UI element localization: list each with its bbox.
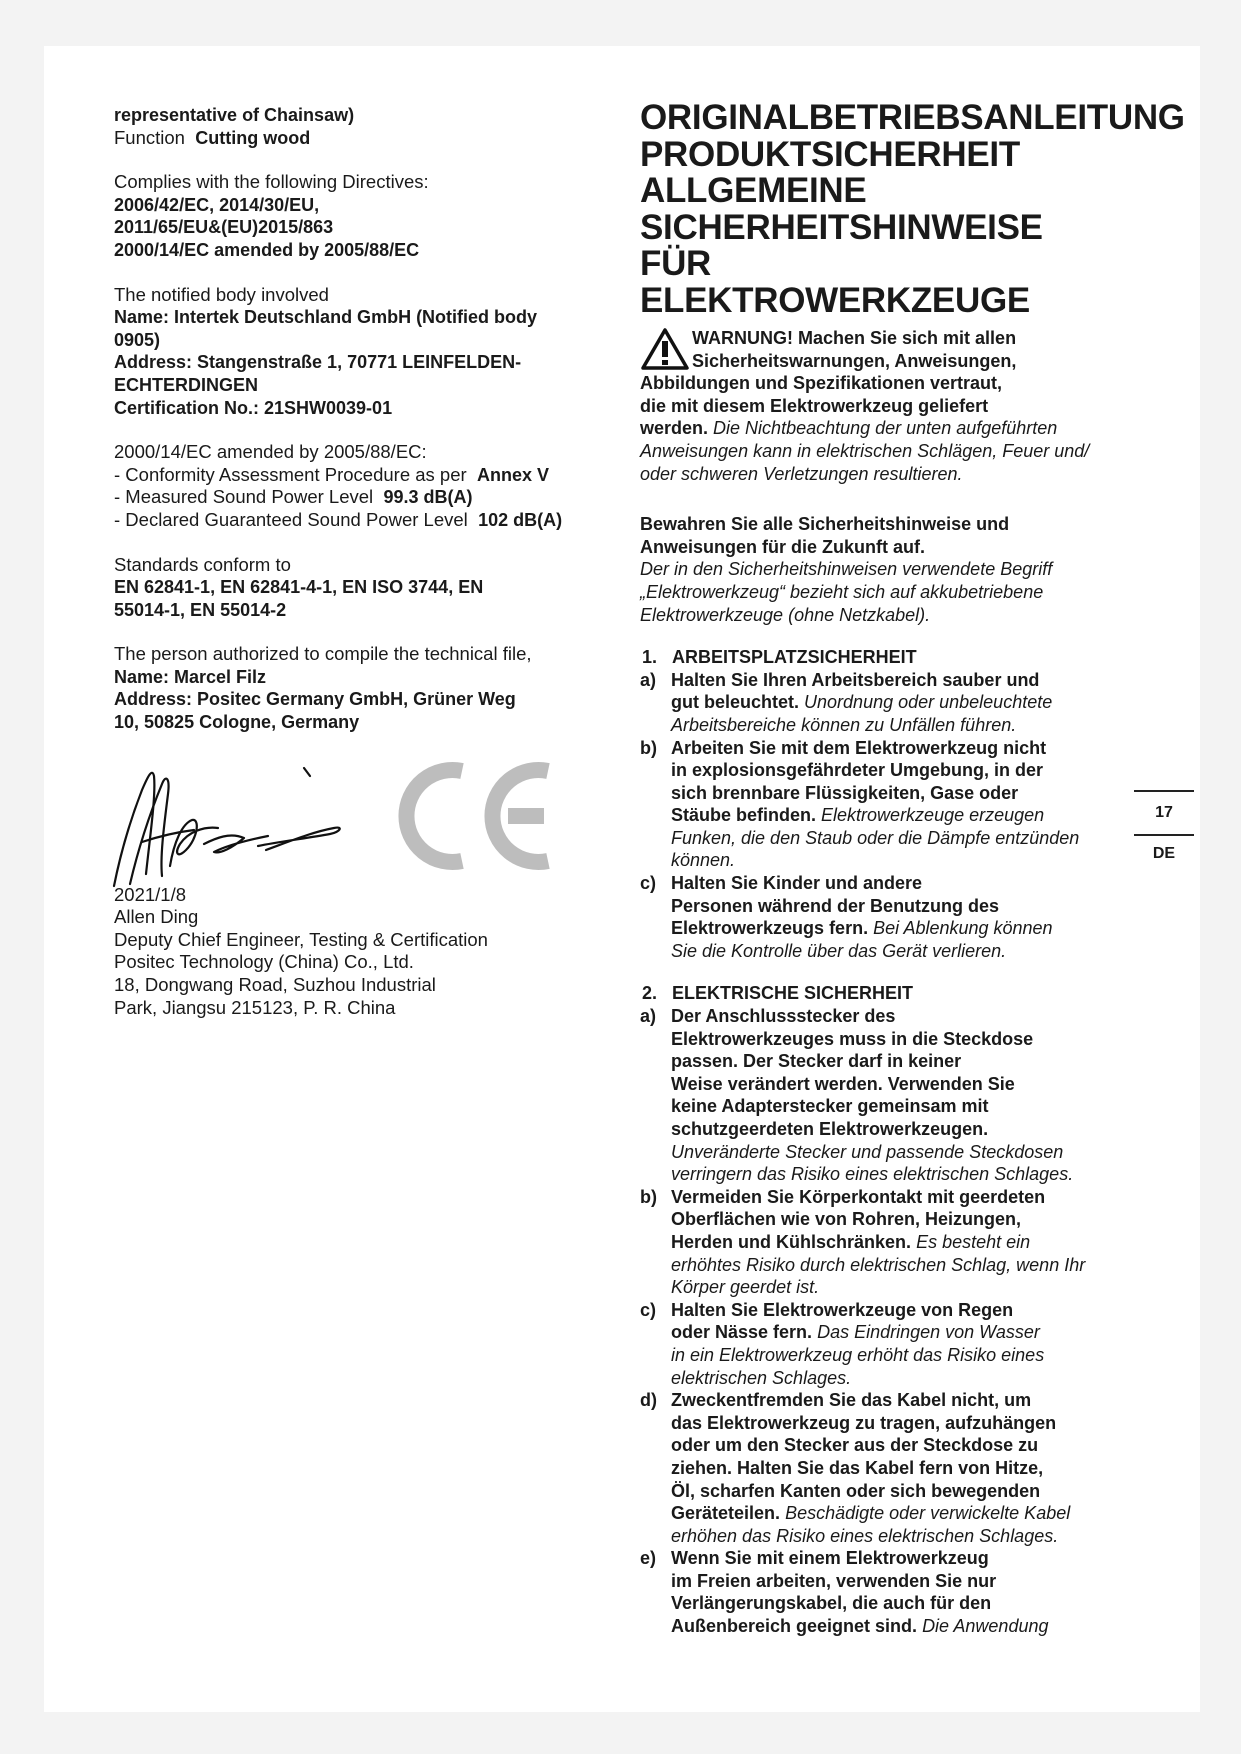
item-label: c) <box>640 873 657 894</box>
notified-body-block <box>114 284 614 420</box>
item-label: a) <box>640 669 657 690</box>
item-italic-tail: Das Eindringen von Wasser <box>817 1322 1040 1343</box>
item-bold-line: schutzgeerdeten Elektrowerkzeugen. <box>671 1119 989 1139</box>
technical-file-line: Address: Positec Germany GmbH, Grüner Weg <box>114 689 516 710</box>
noise-row-label: - Declared Guaranteed Sound Power Level <box>114 508 468 530</box>
standards-block <box>114 554 614 622</box>
item-italic-line: verringern das Risiko eines elektrischen Schlages. <box>671 1164 1074 1185</box>
function-value: Cutting wood <box>195 127 311 148</box>
item-bold-line: Stäube befinden. <box>671 805 817 826</box>
notified-line: Certification No.: 21SHW0039-01 <box>114 397 393 418</box>
noise-heading: 2000/14/EC amended by 2005/88/EC: <box>114 441 427 463</box>
item-italic-tail: Es besteht ein <box>916 1231 1031 1252</box>
item-label: c) <box>640 1299 657 1320</box>
signer-title: Deputy Chief Engineer, Testing & Certification <box>114 928 488 950</box>
section-workplace-safety <box>640 646 1130 962</box>
notified-line: Address: Stangenstraße 1, 70771 LEINFELDEN- <box>114 352 522 373</box>
item-bold-line: Zweckentfremden Sie das Kabel nicht, um <box>671 1390 1032 1411</box>
notified-line: Name: Intertek Deutschland GmbH (Notified body <box>114 307 538 328</box>
list-item <box>640 872 1130 962</box>
item-bold-line: Arbeiten Sie mit dem Elektrowerkzeug nicht <box>671 737 1047 758</box>
directives-block <box>114 171 614 261</box>
item-bold-line: Außenbereich geeignet sind. <box>671 1616 918 1637</box>
notified-line: 0905) <box>114 329 161 350</box>
item-italic-line: Körper geerdet ist. <box>671 1277 820 1298</box>
list-item <box>640 669 1130 737</box>
item-bold-line: Halten Sie Elektrowerkzeuge von Regen <box>671 1299 1014 1320</box>
item-bold-line: in explosionsgefährdeter Umgebung, in der <box>671 760 1044 781</box>
signer-address: Park, Jiangsu 215123, P. R. China <box>114 996 396 1018</box>
noise-row-value: 99.3 dB(A) <box>383 487 473 508</box>
item-italic-line: können. <box>671 850 736 871</box>
intro-block <box>114 104 614 149</box>
item-bold-line: Personen während der Benutzung des <box>671 895 1000 916</box>
item-bold-line: Der Anschlussstecker des <box>671 1006 896 1027</box>
item-bold-line: Halten Sie Ihren Arbeitsbereich sauber und <box>671 669 1040 690</box>
section-heading <box>640 982 1130 1005</box>
declaration-column <box>114 104 614 1041</box>
item-bold-line: Weise verändert werden. Verwenden Sie <box>671 1073 1015 1094</box>
item-bold-line: Oberflächen wie von Rohren, Heizungen, <box>671 1209 1022 1230</box>
noise-row-value: Annex V <box>476 464 549 485</box>
page-marker <box>1134 790 1194 863</box>
warning-line: werden. <box>640 418 709 439</box>
item-bold-line: ziehen. Halten Sie das Kabel fern von Hitze, <box>671 1457 1044 1478</box>
section-heading <box>640 646 1130 669</box>
page-number: 17 <box>1155 804 1173 821</box>
item-italic-tail: Unordnung oder unbeleuchtete <box>804 692 1053 713</box>
technical-file-heading: The person authorized to compile the technical file, <box>114 643 532 665</box>
item-bold-line: Verlängerungskabel, die auch für den <box>671 1593 992 1614</box>
item-bold-line: sich brennbare Flüssigkeiten, Gase oder <box>671 782 1019 803</box>
item-italic-line: erhöhtes Risiko durch elektrischen Schlag, wenn Ihr <box>671 1254 1086 1275</box>
standards-line: EN 62841-1, EN 62841-4-1, EN ISO 3744, EN <box>114 577 484 598</box>
section-title: ARBEITSPLATZSICHERHEIT <box>672 647 917 668</box>
signature-date: 2021/1/8 <box>114 883 187 905</box>
item-bold-line: oder um den Stecker aus der Steckdose zu <box>671 1435 1039 1456</box>
item-bold-line: oder Nässe fern. <box>671 1322 813 1343</box>
item-label: e) <box>640 1548 657 1569</box>
item-italic-tail: Die Anwendung <box>922 1616 1049 1637</box>
item-italic-tail: Beschädigte oder verwickelte Kabel <box>785 1503 1071 1524</box>
warning-italic: Anweisungen kann in elektrischen Schlägen, Feuer und/ <box>640 440 1090 461</box>
technical-file-block <box>114 643 614 733</box>
title-line: PRODUKTSICHERHEIT <box>640 134 1020 174</box>
notified-heading: The notified body involved <box>114 283 329 305</box>
directive-line: 2011/65/EU&(EU)2015/863 <box>114 217 334 238</box>
signer-address: 18, Dongwang Road, Suzhou Industrial <box>114 974 436 996</box>
title-line: FÜR <box>640 244 712 283</box>
item-label: a) <box>640 1006 657 1027</box>
keep-line: Anweisungen für die Zukunft auf. <box>640 536 925 557</box>
directive-line: 2006/42/EC, 2014/30/EU, <box>114 194 320 215</box>
directives-heading: Complies with the following Directives: <box>114 171 429 193</box>
section-title: ELEKTRISCHE SICHERHEIT <box>672 983 914 1004</box>
item-bold-line: Öl, scharfen Kanten oder sich bewegenden <box>671 1480 1041 1501</box>
function-label: Function <box>114 126 185 148</box>
list-item <box>640 1299 1130 1389</box>
item-bold-line: Wenn Sie mit einem Elektrowerkzeug <box>671 1548 989 1569</box>
ce-mark <box>398 757 558 875</box>
signer-company: Positec Technology (China) Co., Ltd. <box>114 951 414 973</box>
list-item <box>640 1186 1130 1299</box>
item-bold-line: Halten Sie Kinder und andere <box>671 873 923 894</box>
item-italic-tail: Bei Ablenkung können <box>873 918 1053 939</box>
warning-italic: Die Nichtbeachtung der unten aufgeführten <box>713 418 1058 439</box>
notified-line: ECHTERDINGEN <box>114 374 259 395</box>
noise-row-label: - Conformity Assessment Procedure as per <box>114 463 467 485</box>
item-italic-line: in ein Elektrowerkzeug erhöht das Risiko eines <box>671 1344 1045 1365</box>
item-bold-line: Elektrowerkzeuges muss in die Steckdose <box>671 1028 1034 1049</box>
item-bold-line: keine Adapterstecker gemeinsam mit <box>671 1096 989 1117</box>
keep-italic: Der in den Sicherheitshinweisen verwendete Begriff <box>640 559 1053 580</box>
signer-name: Allen Ding <box>114 906 199 928</box>
technical-file-line: 10, 50825 Cologne, Germany <box>114 712 360 733</box>
warning-line: WARNUNG! Machen Sie sich mit allen <box>692 328 1017 348</box>
intro-line: representative of Chainsaw) <box>114 105 355 125</box>
standards-line: 55014-1, EN 55014-2 <box>114 599 287 620</box>
noise-row-label: - Measured Sound Power Level <box>114 486 374 508</box>
list-item <box>640 737 1130 873</box>
section-electrical-safety <box>640 982 1130 1637</box>
page-title <box>640 98 1185 320</box>
item-bold-line: Elektrowerkzeugs fern. <box>671 918 869 939</box>
title-line: ALLGEMEINE <box>640 171 867 210</box>
item-italic-line: Funken, die den Staub oder die Dämpfe entzünden <box>671 827 1080 848</box>
item-italic-tail: Elektrowerkzeuge erzeugen <box>821 805 1045 826</box>
keep-line: Bewahren Sie alle Sicherheitshinweise und <box>640 514 1010 535</box>
item-bold-line: das Elektrowerkzeug zu tragen, aufzuhängen <box>671 1412 1057 1433</box>
item-label: b) <box>640 737 657 758</box>
keep-italic: „Elektrowerkzeug“ bezieht sich auf akkubetriebene <box>640 581 1044 602</box>
item-bold-line: Geräteteilen. <box>671 1503 781 1524</box>
handwritten-signature <box>108 746 368 896</box>
item-bold-line: gut beleuchtet. <box>671 692 800 713</box>
item-italic-line: Arbeitsbereiche können zu Unfällen führen. <box>671 714 1017 735</box>
directive-line: 2000/14/EC amended by 2005/88/EC <box>114 239 420 260</box>
item-italic-line: elektrischen Schlages. <box>671 1367 852 1388</box>
warning-line: Sicherheitswarnungen, Anweisungen, <box>692 350 1017 371</box>
item-label: b) <box>640 1186 657 1207</box>
item-bold-line: Vermeiden Sie Körperkontakt mit geerdeten <box>671 1186 1046 1207</box>
item-italic-line: erhöhen das Risiko eines elektrischen Schlages. <box>671 1525 1059 1546</box>
noise-row-value: 102 dB(A) <box>478 509 563 530</box>
warning-italic: oder schweren Verletzungen resultieren. <box>640 463 963 484</box>
keep-italic: Elektrowerkzeuge (ohne Netzkabel). <box>640 604 931 625</box>
item-label: d) <box>640 1390 657 1411</box>
warning-block <box>640 327 1130 485</box>
section-number: 2. <box>642 983 658 1004</box>
warning-line: Abbildungen und Spezifikationen vertraut, <box>640 373 1003 394</box>
title-line: ORIGINALBETRIEBSANLEITUNG <box>640 98 1185 137</box>
item-italic-line: Unveränderte Stecker und passende Steckdosen <box>671 1141 1064 1162</box>
title-line: ELEKTROWERKZEUGE <box>640 280 1030 320</box>
list-item <box>640 1547 1130 1637</box>
list-item <box>640 1005 1130 1186</box>
title-line: SICHERHEITSHINWEISE <box>640 207 1043 247</box>
item-bold-line: passen. Der Stecker darf in keiner <box>671 1051 962 1072</box>
section-number: 1. <box>642 647 658 668</box>
signer-block <box>114 884 614 1020</box>
standards-heading: Standards conform to <box>114 553 291 575</box>
item-bold-line: im Freien arbeiten, verwenden Sie nur <box>671 1570 997 1591</box>
warning-triangle-icon <box>640 327 690 371</box>
item-italic-line: Sie die Kontrolle über das Gerät verlieren. <box>671 940 1007 961</box>
keep-instructions-block <box>640 513 1130 626</box>
item-bold-line: Herden und Kühlschränken. <box>671 1231 912 1252</box>
list-item <box>640 1389 1130 1547</box>
technical-file-line: Name: Marcel Filz <box>114 666 267 687</box>
language-code: DE <box>1152 845 1176 862</box>
noise-block <box>114 441 614 531</box>
warning-line: die mit diesem Elektrowerkzeug geliefert <box>640 395 989 416</box>
